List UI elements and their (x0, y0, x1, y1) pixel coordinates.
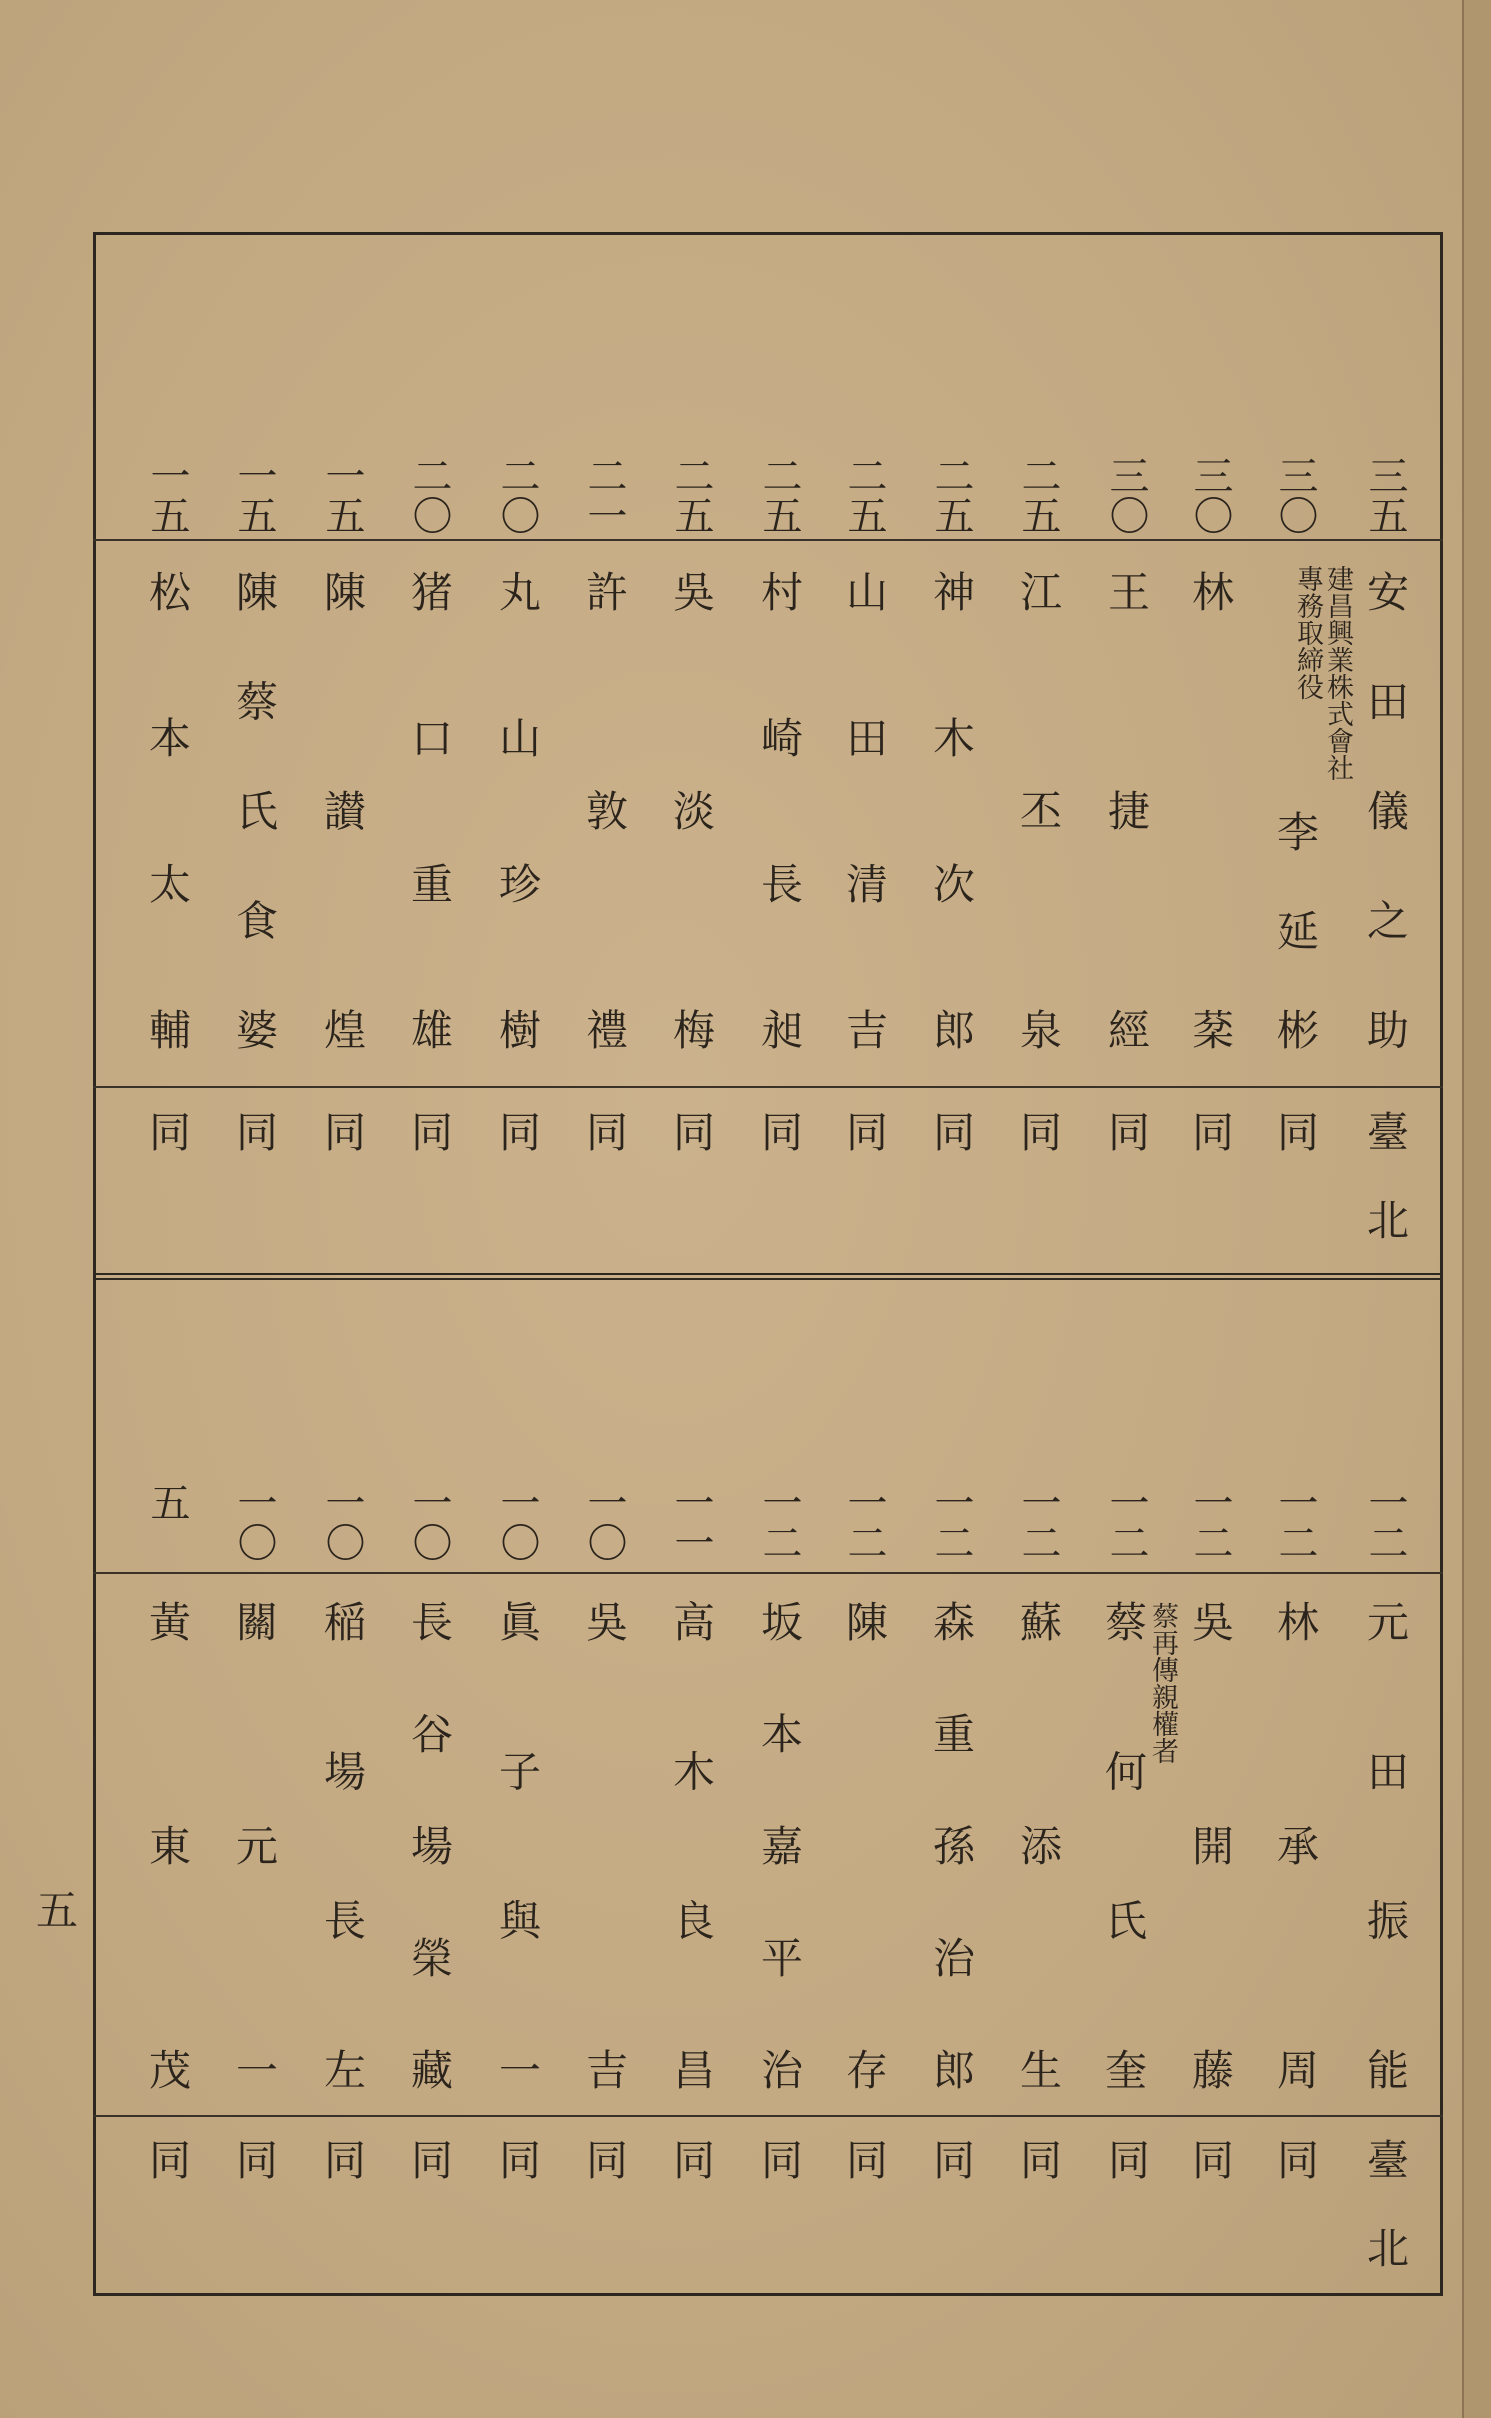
shareholder-name: 黃東茂 (143, 1600, 192, 2090)
adjacent-page-edge (1462, 0, 1491, 2418)
residence: 同 (143, 1110, 192, 1198)
share-count: 二五 (1015, 455, 1061, 535)
share-count: 一一 (668, 1482, 714, 1562)
residence: 同 (230, 2138, 279, 2226)
share-count: 二五 (756, 455, 802, 535)
share-count: 三〇 (1272, 455, 1318, 535)
residence: 同 (143, 2138, 192, 2226)
share-count: 二一 (581, 455, 627, 535)
residence: 同 (927, 2138, 976, 2226)
share-count: 一二 (841, 1482, 887, 1562)
shareholder-name: 吳開藤 (1186, 1600, 1235, 2090)
residence: 同 (318, 2138, 367, 2226)
residence: 同 (493, 2138, 542, 2226)
share-count: 二五 (668, 455, 714, 535)
residence: 同 (493, 1110, 542, 1198)
residence: 同 (927, 1110, 976, 1198)
bottom-place-divider (93, 2115, 1443, 2117)
share-count: 一五 (144, 455, 190, 535)
shareholder-name: 長谷場榮藏 (405, 1600, 454, 2090)
share-count: 一二 (928, 1482, 974, 1562)
shareholder-name: 陳蔡氏食婆 (230, 570, 279, 1050)
share-count: 一〇 (231, 1482, 277, 1562)
residence: 同 (230, 1110, 279, 1198)
top-place-divider (93, 1086, 1443, 1088)
shareholder-name: 關元一 (230, 1600, 279, 2090)
residence: 同 (755, 1110, 804, 1198)
shareholder-name: 吳淡梅 (667, 570, 716, 1050)
share-count: 一二 (1272, 1482, 1318, 1562)
shareholder-name: 坂本嘉平治 (755, 1600, 804, 2090)
shareholder-name: 森重孫治郎 (927, 1600, 976, 2090)
residence: 同 (405, 1110, 454, 1198)
shareholder-name: 眞子與一 (493, 1600, 542, 2090)
shareholder-name: 蘇添生 (1014, 1600, 1063, 2090)
share-count: 一五 (319, 455, 365, 535)
residence: 同 (405, 2138, 454, 2226)
share-count: 三〇 (1187, 455, 1233, 535)
residence: 同 (840, 1110, 889, 1198)
shareholder-name: 李延彬 (1271, 810, 1320, 1050)
residence: 同 (1271, 1110, 1320, 1198)
residence: 同 (840, 2138, 889, 2226)
shareholder-name: 神木次郎 (927, 570, 976, 1050)
shareholder-name: 高木良昌 (667, 1600, 716, 2090)
residence: 臺北 (1361, 2138, 1410, 2314)
residence: 同 (755, 2138, 804, 2226)
share-count: 一〇 (494, 1482, 540, 1562)
residence: 同 (1014, 1110, 1063, 1198)
shareholder-name: 王捷經 (1102, 570, 1151, 1050)
shareholder-name: 許敦禮 (580, 570, 629, 1050)
shareholder-name: 稲場長左 (318, 1600, 367, 2090)
share-count: 一〇 (319, 1482, 365, 1562)
share-count: 一二 (1015, 1482, 1061, 1562)
share-count: 二五 (928, 455, 974, 535)
share-count: 五 (144, 1482, 190, 1522)
residence: 同 (1186, 1110, 1235, 1198)
shareholder-name: 林承周 (1271, 1600, 1320, 2090)
residence: 同 (318, 1110, 367, 1198)
share-count: 二〇 (406, 455, 452, 535)
shareholder-name: 林棻 (1186, 570, 1235, 1050)
residence: 同 (1102, 1110, 1151, 1198)
name-annotation: 建昌興業株式會社 專務取締役 (1292, 565, 1353, 781)
residence: 臺北 (1361, 1110, 1410, 1286)
page-number: 五 (36, 1886, 79, 1935)
share-count: 一二 (756, 1482, 802, 1562)
shareholder-name: 蔡何氏奎 (1099, 1600, 1148, 2090)
share-count: 一二 (1103, 1482, 1149, 1562)
name-annotation: 蔡再傳親權者 (1147, 1602, 1178, 1764)
shareholder-name: 安田儀之助 (1361, 570, 1410, 1050)
share-count: 二〇 (494, 455, 540, 535)
shareholder-name: 吳吉 (580, 1600, 629, 2090)
share-count: 三〇 (1103, 455, 1149, 535)
shareholder-name: 丸山珍樹 (493, 570, 542, 1050)
shareholder-name: 陳讃煌 (318, 570, 367, 1050)
share-count: 一〇 (581, 1482, 627, 1562)
shareholder-name: 松本太輔 (143, 570, 192, 1050)
share-count: 三五 (1362, 455, 1408, 535)
residence: 同 (1186, 2138, 1235, 2226)
residence: 同 (1102, 2138, 1151, 2226)
shareholder-name: 江丕泉 (1014, 570, 1063, 1050)
residence: 同 (580, 2138, 629, 2226)
shareholder-name: 村崎長昶 (755, 570, 804, 1050)
residence: 同 (1014, 2138, 1063, 2226)
shareholder-name: 山田清吉 (840, 570, 889, 1050)
panel-divider (93, 1273, 1443, 1280)
share-count: 一二 (1187, 1482, 1233, 1562)
shareholder-name: 猪口重雄 (405, 570, 454, 1050)
bottom-shares-divider (93, 1572, 1443, 1574)
shareholder-name: 陳存 (840, 1600, 889, 2090)
residence: 同 (667, 1110, 716, 1198)
shareholder-name: 元田振能 (1361, 1600, 1410, 2090)
share-count: 一二 (1362, 1482, 1408, 1562)
residence: 同 (1271, 2138, 1320, 2226)
residence: 同 (667, 2138, 716, 2226)
share-count: 二五 (841, 455, 887, 535)
residence: 同 (580, 1110, 629, 1198)
share-count: 一五 (231, 455, 277, 535)
share-count: 一〇 (406, 1482, 452, 1562)
